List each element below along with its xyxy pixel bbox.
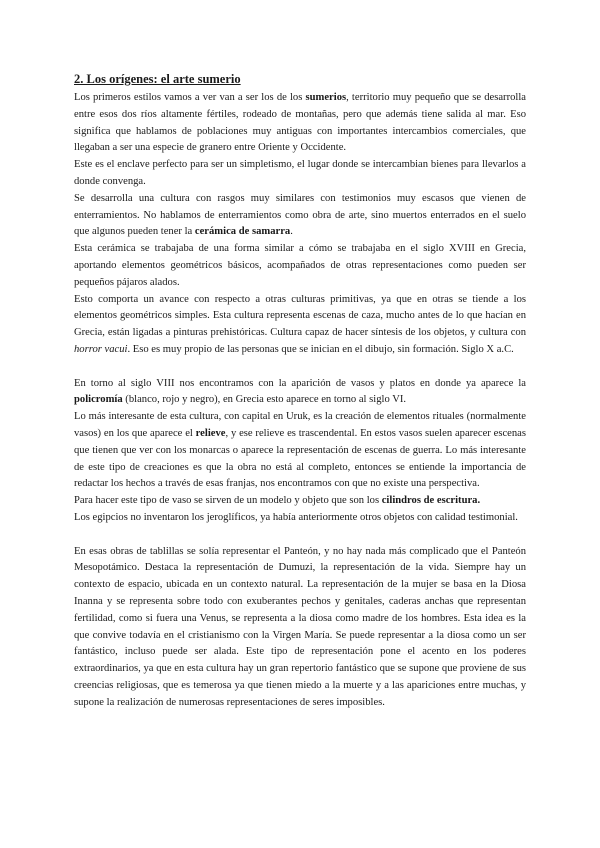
bold-term: cilindros de escritura. bbox=[381, 495, 481, 507]
paragraph-spacer bbox=[74, 527, 526, 544]
bold-term: cerámica de samarra bbox=[194, 226, 291, 238]
paragraph bbox=[74, 544, 526, 712]
text-run: . Eso es muy propio de las personas que se inician en el dibujo, sin formación. Siglo X a.C. bbox=[127, 343, 514, 355]
text-run: Esta cerámica se trabajaba de una forma similar a cómo se trabajaba en el siglo XVIII en Grecia, aportando elementos geométricos básicos, acompañados de otras representaciones como pueden ser pequeños pájaros alados. bbox=[74, 243, 526, 288]
text-run: En torno al siglo VIII nos encontramos con la aparición de vasos y platos en donde ya aparece la bbox=[74, 377, 526, 389]
paragraph-spacer bbox=[74, 359, 526, 376]
text-run: En esas obras de tablillas se solía representar el Panteón, y no hay nada más complicado que el Panteón Mesopotámico. Destaca la representación de Dumuzi, la representación de la vida. Siempre hay un contexto de espacio, ubicada en un contexto natural. La representación de la mujer se basa en la Diosa Inanna y se representa sobre todo con exuberantes pechos y genitales, caderas anchas que representan fertilidad, como si fuera una Venus, se representa a la diosa como madre de los hombres. Esta idea es la que convive todavía en el cristianismo con la Virgen María. Se puede representar a la diosa como un ser fantástico, incluso puede ser alada. Este tipo de representación pone el acento en los poderes extraordinarios, ya que en esta cultura hay un gran repertorio fantástico que se supone que proviene de sus creencias religiosas, que es temerosa ya que tienen miedo a la muerte y a las apariciones entre muchas, y supone la realización de numerosas representaciones de seres imposibles. bbox=[74, 545, 526, 708]
body-text bbox=[74, 90, 526, 711]
paragraph bbox=[74, 292, 526, 359]
text-run: Se desarrolla una cultura con rasgos muy similares con testimonios muy escasos que vienen de enterramientos. No hablamos de enterramientos como obra de arte, sino muertos enterrados en el suelo que algunos pueden tener la bbox=[74, 192, 526, 238]
text-run: Para hacer este tipo de vaso se sirven de un modelo y objeto que son los bbox=[74, 495, 382, 507]
text-run: , territorio muy pequeño que se desarrolla entre esos dos ríos altamente fértiles, rodeado de montañas, pero que además tiene salida al mar. Eso significa que hablamos de poblaciones muy antiguas con importantes intercambios comerciales, que llegaban a ser una especie de granero entre Oriente y Occidente. bbox=[74, 92, 526, 154]
bold-term: sumerios bbox=[305, 92, 347, 103]
text-run: . bbox=[290, 226, 293, 238]
text-run: Los egipcios no inventaron los jeroglíficos, ya había anteriormente otros objetos con calidad testimonial. bbox=[74, 511, 518, 523]
bold-term: policromía bbox=[74, 394, 123, 406]
italic-term: horror vacui bbox=[74, 343, 128, 355]
bold-term: relieve bbox=[195, 427, 226, 439]
text-run: Este es el enclave perfecto para ser un simpletismo, el lugar donde se intercambian bienes para llevarlos a donde convenga. bbox=[74, 159, 526, 187]
text-run: Lo más interesante de esta cultura, con capital en Uruk, es la creación de elementos rituales (normalmente vasos) en los que aparece el bbox=[74, 411, 526, 439]
paragraph bbox=[74, 409, 526, 493]
text-run: (blanco, rojo y negro), en Grecia esto aparece en torno al siglo VI. bbox=[122, 394, 407, 406]
paragraph bbox=[74, 493, 526, 510]
text-run: , y ese relieve es trascendental. En estos vasos suelen aparecer escenas que tienen que ver con los monarcas o aparece la representación de escenas de guerra. Lo más interesante de este tipo de creaciones es que la obra no está al completo, entonces se entiende la importancia de redactar los hechos a través de esas franjas, nos encontramos con que no existe una perspectiva. bbox=[74, 427, 526, 490]
paragraph bbox=[74, 510, 526, 527]
paragraph bbox=[74, 191, 526, 241]
paragraph bbox=[74, 90, 526, 157]
text-run: Esto comporta un avance con respecto a otras culturas primitivas, ya que en otras se tiende a los elementos geométricos simples. Esta cultura representa escenas de caza, mucho antes de lo que hacían en Grecia, están ligadas a pinturas prehistóricas. Cultura capaz de hacer síntesis de los objetos, y cultura con bbox=[74, 293, 526, 339]
section-title: 2. Los orígenes: el arte sumerio bbox=[74, 72, 241, 86]
paragraph bbox=[74, 376, 526, 410]
text-run: Los primeros estilos vamos a ver van a ser los de los bbox=[74, 92, 306, 103]
paragraph bbox=[74, 157, 526, 191]
paragraph bbox=[74, 241, 526, 291]
